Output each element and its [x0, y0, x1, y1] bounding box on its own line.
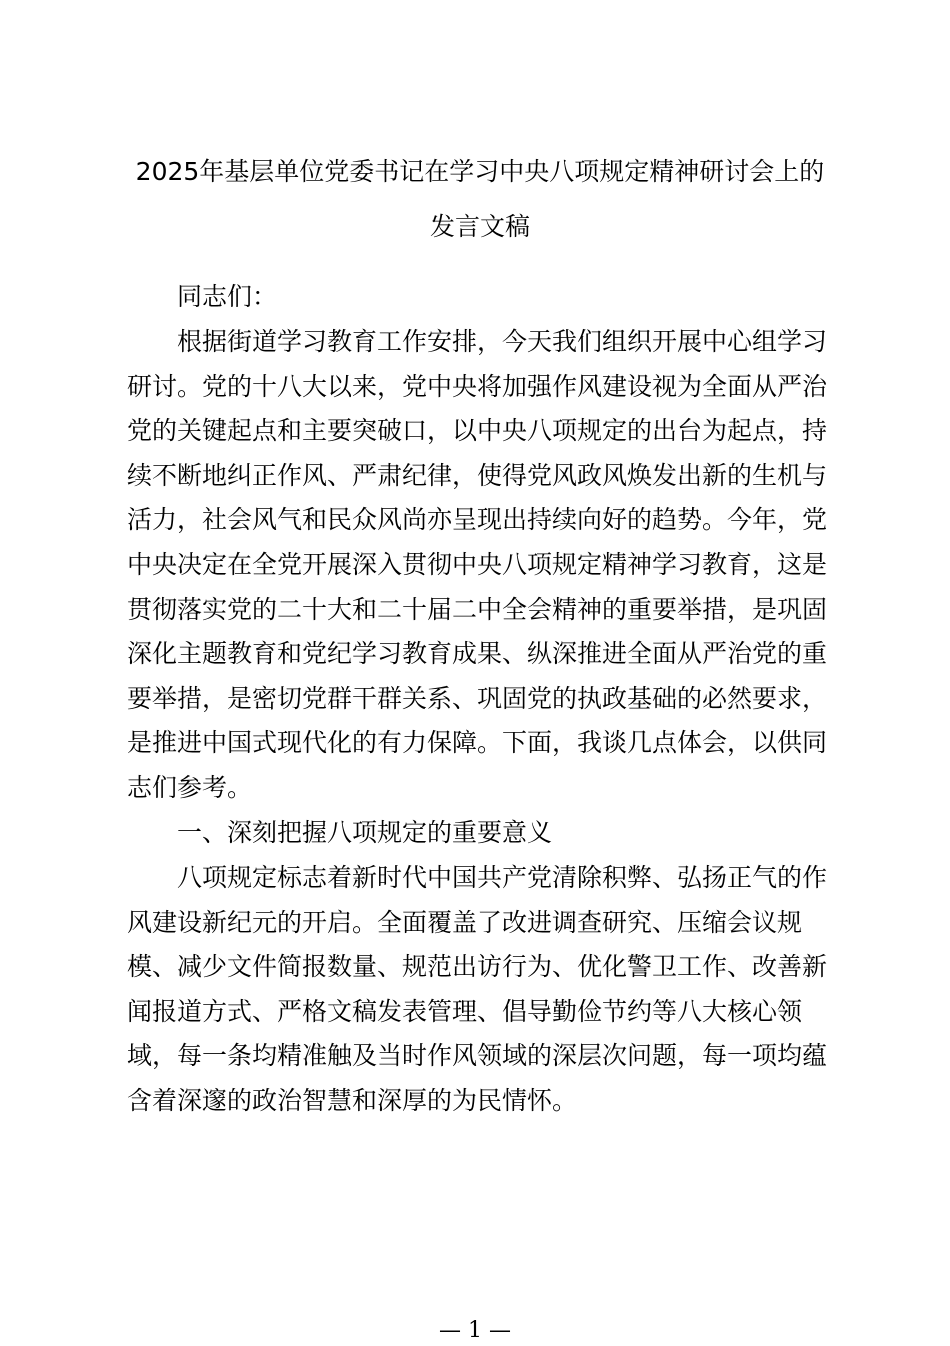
document-title-line-2: 发言文稿 [429, 212, 530, 241]
paragraph-section-1: 八项规定标志着新时代中国共产党清除积弊、弘扬正气的作风建设新纪元的开启。全面覆盖了改进调查研究、压缩会议规模、减少文件简报数量、规范出访行为、优化警卫工作、改善新闻报道方式、严格文稿发表管理、倡导勤俭节约等八大核心领域，每一条均精准触及当时作风领域的深层次问题，每一项均蕴含着深邃的政治智慧和深厚的为民情怀。 [127, 863, 828, 1115]
paragraph-intro: 根据街道学习教育工作安排，今天我们组织开展中心组学习研讨。党的十八大以来，党中央将加强作风建设视为全面从严治党的关键起点和主要突破口，以中央八项规定的出台为起点，持续不断地纠正作风、严肃纪律，使得党风政风焕发出新的生机与活力，社会风气和民众风尚亦呈现出持续向好的趋势。今年，党中央决定在全党开展深入贯彻中央八项规定精神学习教育，这是贯彻落实党的二十大和二十届二中全会精神的重要举措，是巩固深化主题教育和党纪学习教育成果、纵深推进全面从严治党的重要举措，是密切党群干群关系、巩固党的执政基础的必然要求，是推进中国式现代化的有力保障。下面，我谈几点体会，以供同志们参考。 [127, 327, 828, 802]
salutation: 同志们： [177, 282, 278, 311]
page-number: — 1 — [439, 1318, 511, 1343]
section-heading-1: 一、深刻把握八项规定的重要意义 [177, 818, 553, 847]
document-title-line-1: 2025年基层单位党委书记在学习中央八项规定精神研讨会上的 [135, 157, 825, 186]
